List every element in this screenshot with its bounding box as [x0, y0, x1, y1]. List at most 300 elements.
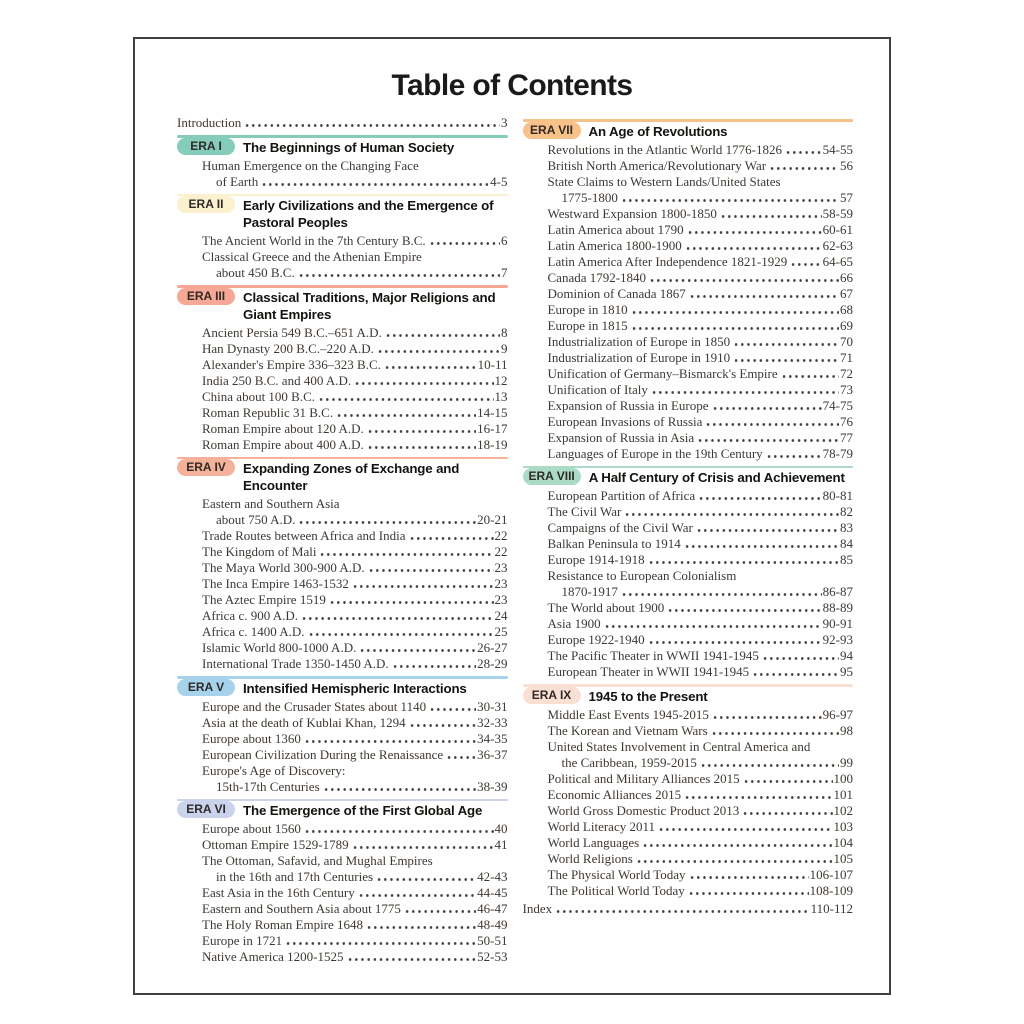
toc-entry-row	[523, 755, 854, 771]
toc-page-number: 41	[494, 837, 508, 852]
dot-leader	[733, 353, 839, 362]
toc-page-number: 18-19	[477, 436, 508, 452]
toc-entry-row	[523, 803, 854, 819]
toc-page-number: 32-33	[477, 714, 508, 730]
toc-entry-label: Canada 1792-1840	[547, 269, 647, 285]
toc-page-number: 60-61	[822, 221, 853, 237]
era-entries	[523, 707, 854, 899]
dot-leader	[446, 750, 476, 759]
toc-entry-row	[523, 787, 854, 803]
dot-leader	[781, 369, 839, 378]
dot-leader	[712, 401, 822, 410]
toc-page-number: 66	[840, 269, 853, 285]
toc-page-number: 14-15	[477, 404, 508, 420]
dot-leader	[631, 305, 839, 314]
toc-entry-row	[177, 608, 508, 624]
toc-page-number: 67	[840, 285, 853, 301]
toc-column-right	[523, 115, 854, 965]
toc-page-number: 56	[840, 157, 853, 173]
toc-column-left	[177, 115, 508, 965]
dot-leader	[689, 289, 839, 298]
toc-page-number: 84	[840, 536, 853, 551]
era-header	[177, 196, 508, 233]
toc-page-number: 106-107	[809, 866, 853, 882]
dot-leader	[648, 555, 839, 564]
dot-leader	[429, 702, 476, 711]
dot-leader	[648, 635, 822, 644]
toc-page-number: 46-47	[477, 901, 508, 916]
toc-entry-label: The World about 1900	[547, 600, 665, 615]
toc-entry-label: Europe in 1721	[202, 933, 283, 948]
toc-entry-row	[177, 544, 508, 560]
toc-page-number: 70	[840, 333, 853, 349]
toc-page-number: 95	[840, 664, 853, 679]
era-heading: Early Civilizations and the Emergence of Pastoral Peoples	[243, 198, 494, 230]
toc-entry-label: Latin America 1800-1900	[547, 237, 682, 253]
toc-page-number: 99	[840, 754, 853, 770]
dot-leader	[323, 782, 477, 791]
dot-leader	[368, 563, 494, 572]
dot-leader	[689, 870, 809, 879]
toc-entry-label: The Ottoman, Safavid, and Mughal Empires	[202, 853, 433, 868]
toc-entry-label: Unification of Italy	[547, 381, 648, 397]
dot-leader	[354, 376, 493, 385]
toc-entry-row	[523, 382, 854, 398]
dot-leader	[304, 734, 476, 743]
toc-page-number: 64-65	[822, 253, 853, 269]
toc-entry-label: The Pacific Theater in WWII 1941-1945	[547, 648, 759, 663]
era-header	[177, 679, 508, 699]
dot-leader	[367, 424, 476, 433]
toc-entry-label: Westward Expansion 1800-1850	[547, 205, 717, 221]
dot-leader	[352, 579, 494, 588]
dot-leader	[404, 904, 476, 913]
toc-page	[133, 37, 891, 995]
toc-entry-label: Europe 1914-1918	[547, 552, 645, 567]
era-section	[177, 135, 508, 190]
toc-entry-label: World Religions	[547, 850, 633, 866]
toc-page-number: 94	[840, 648, 853, 663]
toc-page-number: 24	[494, 608, 508, 623]
toc-entry-row	[177, 699, 508, 715]
era-badge: ERA V	[177, 679, 235, 696]
toc-entry-row	[177, 731, 508, 747]
toc-entry-label: Trade Routes between Africa and India	[202, 528, 406, 543]
dot-leader	[319, 547, 493, 556]
era-heading: 1945 to the Present	[588, 688, 708, 704]
era-badge: ERA VIII	[523, 468, 581, 485]
toc-entry-label: 15th-17th Centuries	[216, 778, 320, 794]
toc-entry-row	[177, 512, 508, 528]
toc-page-number: 22	[494, 544, 508, 559]
dot-leader	[352, 840, 494, 849]
toc-entry-row	[177, 560, 508, 576]
toc-page-number: 50-51	[477, 933, 508, 948]
toc-entry-label: The Kingdom of Mali	[202, 544, 317, 559]
toc-entry-label: Native America 1200-1525	[202, 949, 344, 964]
toc-entry-row	[523, 520, 854, 536]
toc-entry-row	[523, 536, 854, 552]
toc-entry-row	[523, 648, 854, 664]
toc-page-number: 85	[840, 552, 853, 567]
era-header	[523, 468, 854, 488]
toc-entry-label: European Civilization During the Renaissance	[202, 746, 444, 762]
toc-entry-row	[523, 616, 854, 632]
era-badge: ERA VII	[523, 122, 581, 139]
toc-entry-row	[523, 350, 854, 366]
toc-entry-row	[523, 366, 854, 382]
toc-entry-label: Introduction	[177, 115, 242, 130]
toc-entry-label: Latin America After Independence 1821-1929	[547, 253, 788, 269]
toc-entry-label: Languages of Europe in the 19th Century	[547, 445, 763, 461]
toc-entry-row	[177, 373, 508, 389]
toc-entry-row	[523, 142, 854, 158]
toc-page-number: 62-63	[822, 237, 853, 253]
toc-entry-preline	[523, 174, 854, 190]
toc-entry-label: of Earth	[216, 173, 259, 189]
dot-leader	[711, 726, 839, 735]
toc-page-number: 48-49	[477, 917, 508, 932]
toc-page-number: 12	[494, 372, 508, 388]
toc-entry-label: Latin America about 1790	[547, 221, 684, 237]
toc-page-number: 76	[840, 413, 853, 429]
toc-page-number: 42-43	[477, 869, 508, 884]
toc-page-number: 30-31	[477, 698, 508, 714]
toc-entry-row	[177, 405, 508, 421]
dot-leader	[301, 611, 493, 620]
toc-page-number: 71	[840, 349, 853, 365]
toc-entry-row	[523, 334, 854, 350]
toc-entry-row	[523, 318, 854, 334]
era-section	[177, 285, 508, 453]
toc-entry-row	[177, 115, 508, 131]
dot-leader	[712, 710, 822, 719]
dot-leader	[624, 507, 839, 516]
dot-leader	[358, 888, 476, 897]
toc-entry-label: East Asia in the 16th Century	[202, 885, 355, 900]
toc-entry-label: the Caribbean, 1959-2015	[561, 754, 697, 770]
dot-leader	[329, 595, 494, 604]
toc-entry-row	[177, 656, 508, 672]
dot-leader	[555, 904, 810, 913]
era-heading: The Emergence of the First Global Age	[243, 803, 483, 818]
toc-page-number: 23	[494, 576, 508, 591]
toc-entry-row	[177, 174, 508, 190]
toc-entry-label: Human Emergence on the Changing Face	[202, 157, 419, 173]
toc-entry-label: Economic Alliances 2015	[547, 786, 682, 802]
toc-entry-row	[177, 437, 508, 453]
dot-leader	[621, 193, 839, 202]
era-entries	[177, 325, 508, 453]
toc-entry-label: Africa c. 900 A.D.	[202, 608, 299, 623]
toc-entry-label: Europe's Age of Discovery:	[202, 762, 346, 778]
toc-page-number: 23	[494, 560, 508, 575]
toc-entry-label: The Political World Today	[547, 882, 685, 898]
dot-leader	[790, 257, 821, 266]
toc-entry-row	[177, 389, 508, 405]
era-heading: Classical Traditions, Major Religions and Giant Empires	[243, 289, 496, 322]
toc-page-number: 103	[833, 818, 853, 834]
toc-entry-label: Resistance to European Colonialism	[547, 568, 737, 583]
toc-entry-row	[177, 265, 508, 281]
era-heading: Intensified Hemispheric Interactions	[243, 680, 467, 696]
toc-entry-label: 1870-1917	[561, 584, 618, 599]
toc-entry-label: Roman Empire about 400 A.D.	[202, 436, 364, 452]
era-header	[177, 801, 508, 821]
era-badge: ERA IV	[177, 459, 235, 476]
toc-entry-row	[177, 917, 508, 933]
toc-entry-label: Europe in 1815	[547, 317, 628, 333]
dot-leader	[762, 651, 839, 660]
toc-entry-label: The Korean and Vietnam Wars	[547, 722, 708, 738]
page-title: Table of Contents	[391, 69, 633, 102]
toc-entry-label: The Aztec Empire 1519	[202, 592, 326, 607]
toc-entry-row	[523, 707, 854, 723]
toc-page-number: 58-59	[822, 205, 853, 221]
toc-page-number: 96-97	[822, 706, 853, 722]
toc-entry-row	[177, 421, 508, 437]
toc-entry-row	[523, 190, 854, 206]
toc-page-number: 83	[840, 520, 853, 535]
toc-entry-row	[177, 640, 508, 656]
toc-entry-row	[177, 528, 508, 544]
toc-page-number: 104	[833, 834, 853, 850]
toc-entry-label: China about 100 B.C.	[202, 388, 316, 404]
toc-entry-label: Eastern and Southern Asia about 1775	[202, 901, 401, 916]
toc-entry-label: Industrialization of Europe in 1910	[547, 349, 731, 365]
toc-entry-label: World Gross Domestic Product 2013	[547, 802, 740, 818]
era-entries	[523, 488, 854, 680]
toc-entry-label: Han Dynasty 200 B.C.–220 A.D.	[202, 340, 374, 356]
toc-entry-row	[177, 341, 508, 357]
toc-entry-label: European Theater in WWII 1941-1945	[547, 664, 750, 679]
era-section	[177, 799, 508, 966]
dot-leader	[688, 886, 809, 895]
toc-page-number: 7	[501, 265, 508, 280]
toc-entry-label: in the 16th and 17th Centuries	[216, 869, 374, 884]
toc-entry-row	[177, 592, 508, 608]
toc-entry-label: Roman Empire about 120 A.D.	[202, 420, 364, 436]
era-badge: ERA II	[177, 196, 235, 213]
dot-leader	[631, 321, 839, 330]
toc-page-number: 78-79	[822, 445, 853, 461]
era-section	[177, 194, 508, 282]
toc-entry-label: India 250 B.C. and 400 A.D.	[202, 372, 352, 388]
toc-entry-row	[177, 624, 508, 640]
dot-leader	[261, 177, 489, 186]
toc-entry-row	[177, 233, 508, 249]
era-entries	[177, 699, 508, 795]
toc-page-number: 3	[501, 115, 508, 130]
era-badge: ERA IX	[523, 687, 581, 704]
toc-entry-label: Europe and the Crusader States about 1140	[202, 698, 427, 714]
toc-entry-label: United States Involvement in Central America and	[547, 738, 811, 754]
toc-entry-row	[523, 552, 854, 568]
dot-leader	[304, 824, 494, 833]
toc-entry-label: 1775-1800	[561, 189, 618, 205]
era-badge: ERA III	[177, 288, 235, 305]
toc-entry-label: Europe in 1810	[547, 301, 628, 317]
toc-entry-label: The Physical World Today	[547, 866, 686, 882]
toc-entry-row	[523, 664, 854, 680]
toc-entry-row	[523, 206, 854, 222]
toc-entry-preline	[177, 158, 508, 174]
dot-leader	[377, 344, 500, 353]
toc-entry-row	[177, 715, 508, 731]
toc-entry-row	[177, 325, 508, 341]
dot-leader	[636, 854, 833, 863]
toc-entry-row	[177, 747, 508, 763]
dot-leader	[347, 952, 477, 961]
toc-entry-row	[523, 867, 854, 883]
toc-entry-row	[523, 254, 854, 270]
dot-leader	[642, 838, 832, 847]
dot-leader	[285, 936, 476, 945]
toc-entry-label: Balkan Peninsula to 1914	[547, 536, 681, 551]
toc-entry-row	[523, 723, 854, 739]
toc-entry-row	[177, 821, 508, 837]
dot-leader	[752, 667, 839, 676]
toc-entry-row	[523, 446, 854, 462]
toc-page-number: 4-5	[490, 173, 508, 189]
dot-leader	[376, 872, 476, 881]
toc-entry-label: International Trade 1350-1450 A.D.	[202, 656, 389, 671]
era-section	[523, 466, 854, 681]
era-heading: An Age of Revolutions	[588, 123, 728, 139]
dot-leader	[700, 758, 839, 767]
dot-leader	[720, 209, 822, 218]
toc-entry-preline	[523, 739, 854, 755]
dot-leader	[429, 236, 500, 245]
toc-entry-row	[523, 488, 854, 504]
toc-page-number: 82	[840, 504, 853, 519]
toc-entry-label: Expansion of Russia in Asia	[547, 429, 695, 445]
toc-page-number: 22	[494, 528, 508, 543]
toc-entry-row	[523, 771, 854, 787]
toc-page-number: 52-53	[477, 949, 508, 964]
toc-page-number: 77	[840, 429, 853, 445]
toc-entry-label: World Literacy 2011	[547, 818, 655, 834]
toc-page-number: 80-81	[822, 488, 853, 503]
dot-leader	[366, 920, 476, 929]
dot-leader	[766, 449, 822, 458]
era-header	[523, 122, 854, 142]
toc-entry-label: The Ancient World in the 7th Century B.C.	[202, 233, 426, 248]
toc-entry-label: The Holy Roman Empire 1648	[202, 917, 364, 932]
toc-entry-label: The Maya World 300-900 A.D.	[202, 560, 365, 575]
toc-page-number: 9	[501, 340, 508, 356]
toc-entry-preline	[523, 568, 854, 584]
dot-leader	[743, 774, 833, 783]
toc-entry-row	[177, 933, 508, 949]
toc-entry-label: State Claims to Western Lands/United States	[547, 173, 781, 189]
toc-entry-label: Europe 1922-1940	[547, 632, 645, 647]
toc-entry-row	[177, 576, 508, 592]
toc-page-number: 72	[840, 365, 853, 381]
toc-page-number: 69	[840, 317, 853, 333]
dot-leader	[409, 531, 494, 540]
dot-leader	[651, 385, 839, 394]
era-header	[177, 288, 508, 325]
toc-entry-label: Roman Republic 31 B.C.	[202, 404, 334, 420]
toc-entry-preline	[177, 496, 508, 512]
dot-leader	[409, 718, 477, 727]
toc-entry-label: Revolutions in the Atlantic World 1776-1826	[547, 141, 783, 157]
toc-entry-row	[177, 837, 508, 853]
toc-page-number: 90-91	[822, 616, 853, 631]
era-badge: ERA I	[177, 138, 235, 155]
toc-entry-label: The Inca Empire 1463-1532	[202, 576, 349, 591]
toc-entry-label: about 450 B.C.	[216, 265, 295, 280]
toc-page-number: 88-89	[822, 600, 853, 615]
toc-page-number: 20-21	[477, 512, 508, 527]
toc-entry-label: Africa c. 1400 A.D.	[202, 624, 305, 639]
era-entries	[177, 233, 508, 281]
toc-entry-row	[177, 357, 508, 373]
toc-page-number: 105	[833, 850, 853, 866]
toc-entry-label: about 750 A.D.	[216, 512, 296, 527]
era-section	[523, 119, 854, 462]
toc-page-number: 86-87	[822, 584, 853, 599]
dot-leader	[649, 273, 839, 282]
toc-page-number: 108-109	[809, 882, 853, 898]
toc-page-number: 92-93	[822, 632, 853, 647]
toc-entry-row	[523, 398, 854, 414]
toc-entry-row	[523, 158, 854, 174]
dot-leader	[697, 433, 839, 442]
toc-entry-row	[177, 869, 508, 885]
toc-entry-row	[177, 779, 508, 795]
dot-leader	[733, 337, 839, 346]
toc-entry-label: Industrialization of Europe in 1850	[547, 333, 731, 349]
toc-entry-label: Dominion of Canada 1867	[547, 285, 686, 301]
toc-entry-label: Asia at the death of Kublai Khan, 1294	[202, 714, 406, 730]
era-header	[523, 687, 854, 707]
toc-entry-preline	[177, 763, 508, 779]
toc-page-number: 68	[840, 301, 853, 317]
era-entries	[177, 158, 508, 190]
toc-page-number: 16-17	[477, 420, 508, 436]
toc-entry-preline	[177, 853, 508, 869]
era-entries	[177, 821, 508, 965]
toc-entry-row	[523, 302, 854, 318]
toc-entry-label: European Invasions of Russia	[547, 413, 703, 429]
era-header	[177, 459, 508, 496]
dot-leader	[384, 360, 477, 369]
toc-entry-label: Classical Greece and the Athenian Empire	[202, 249, 422, 264]
toc-entry-row	[523, 851, 854, 867]
toc-entry-row	[523, 286, 854, 302]
dot-leader	[685, 241, 822, 250]
toc-page-number: 26-27	[477, 640, 508, 655]
toc-page-number: 13	[494, 388, 508, 404]
dot-leader	[658, 822, 833, 831]
toc-entry-label: Eastern and Southern Asia	[202, 496, 340, 511]
toc-entry-row	[523, 819, 854, 835]
toc-page-number: 8	[501, 324, 508, 340]
toc-page-number: 28-29	[477, 656, 508, 671]
toc-entry-label: The Civil War	[547, 504, 622, 519]
toc-page-number: 102	[833, 802, 853, 818]
dot-leader	[298, 515, 476, 524]
dot-leader	[298, 268, 500, 277]
toc-entry-row	[523, 238, 854, 254]
dot-leader	[604, 619, 822, 628]
dot-leader	[308, 627, 494, 636]
toc-entry-label: Campaigns of the Civil War	[547, 520, 693, 535]
dot-leader	[244, 118, 500, 127]
era-section	[177, 676, 508, 795]
